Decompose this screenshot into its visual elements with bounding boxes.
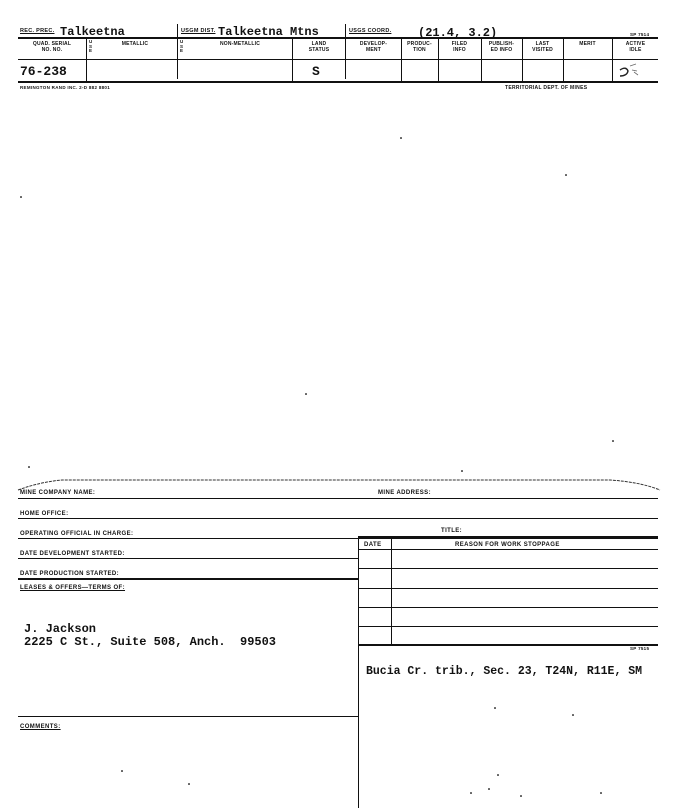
mine-company-label: MINE COMPANY NAME:: [20, 490, 96, 496]
form-number-bottom: SP 7515: [630, 646, 650, 651]
scan-speck: [497, 774, 499, 776]
reason-column-label: REASON FOR WORK STOPPAGE: [455, 542, 560, 548]
rec-prec-value: Talkeetna: [60, 25, 125, 39]
prod-started-label: DATE PRODUCTION STARTED:: [20, 571, 120, 577]
scan-speck: [565, 174, 567, 176]
leases-label: LEASES & OFFERS—TERMS OF:: [20, 585, 126, 591]
date-column-label: DATE: [364, 542, 382, 548]
home-office-label: HOME OFFICE:: [20, 511, 69, 517]
comments-label: COMMENTS:: [20, 724, 61, 730]
usgm-dist-label: USGM DIST.: [181, 28, 216, 34]
usgs-coord-value: (21.4, 3.2): [418, 26, 498, 40]
row-land-status: S: [312, 64, 320, 79]
pencil-mark-icon: [616, 60, 656, 82]
scan-speck: [494, 707, 496, 709]
header-filed-info: FILED INFO: [451, 41, 468, 53]
scan-speck: [20, 196, 22, 198]
scan-speck: [305, 393, 307, 395]
header-use-nonmetallic-prefix: U S E: [180, 39, 184, 54]
scan-speck: [600, 792, 602, 794]
scan-speck: [470, 792, 472, 794]
header-published-info: PUBLISH- ED INFO: [488, 41, 515, 53]
scan-speck: [520, 795, 522, 797]
scan-speck: [121, 770, 123, 772]
dev-started-label: DATE DEVELOPMENT STARTED:: [20, 551, 125, 557]
header-development: DEVELOP- MENT: [359, 41, 388, 53]
form-number-top: SP 7514: [630, 32, 650, 37]
header-last-visited: LAST VISITED: [532, 41, 553, 53]
scan-speck: [188, 783, 190, 785]
scan-speck: [28, 466, 30, 468]
row-quad-serial: 76-238: [20, 64, 67, 79]
header-quad-serial: QUAD. SERIAL NO. NO.: [32, 41, 72, 53]
header-nonmetallic: NON-METALLIC: [219, 41, 261, 47]
usgs-coord-label: USGS COORD.: [349, 28, 392, 34]
contact-address: 2225 C St., Suite 508, Anch.: [24, 635, 226, 649]
contact-name: J. Jackson: [24, 622, 97, 636]
header-production: PRODUC- TION: [407, 41, 432, 53]
usgm-dist-value: Talkeetna Mtns: [218, 25, 319, 39]
scan-speck: [488, 788, 490, 790]
header-active-idle: ACTIVE IDLE: [625, 41, 646, 53]
top-card: [0, 0, 678, 100]
scan-speck: [612, 440, 614, 442]
header-land-status: LAND STATUS: [308, 41, 330, 53]
contact-zip: 99503: [240, 635, 277, 649]
scan-speck: [400, 137, 402, 139]
dept-line: TERRITORIAL DEPT. OF MINES: [505, 85, 588, 91]
header-merit: MERIT: [579, 41, 596, 47]
bottom-card: [0, 470, 678, 808]
title-label: TITLE:: [441, 528, 463, 534]
operating-official-label: OPERATING OFFICIAL IN CHARGE:: [20, 531, 134, 537]
card-top-edge: [0, 470, 678, 492]
location-note: Bucia Cr. trib., Sec. 23, T24N, R11E, SM: [366, 665, 643, 678]
scan-speck: [572, 714, 574, 716]
printer-line: REMINGTON RAND INC. 2-D 882 8801: [20, 85, 111, 90]
header-use-metallic-prefix: U S E: [89, 39, 93, 54]
header-metallic: METALLIC: [121, 41, 149, 47]
mine-address-label: MINE ADDRESS:: [378, 490, 431, 496]
rec-prec-label: REC. PREC.: [20, 28, 55, 34]
